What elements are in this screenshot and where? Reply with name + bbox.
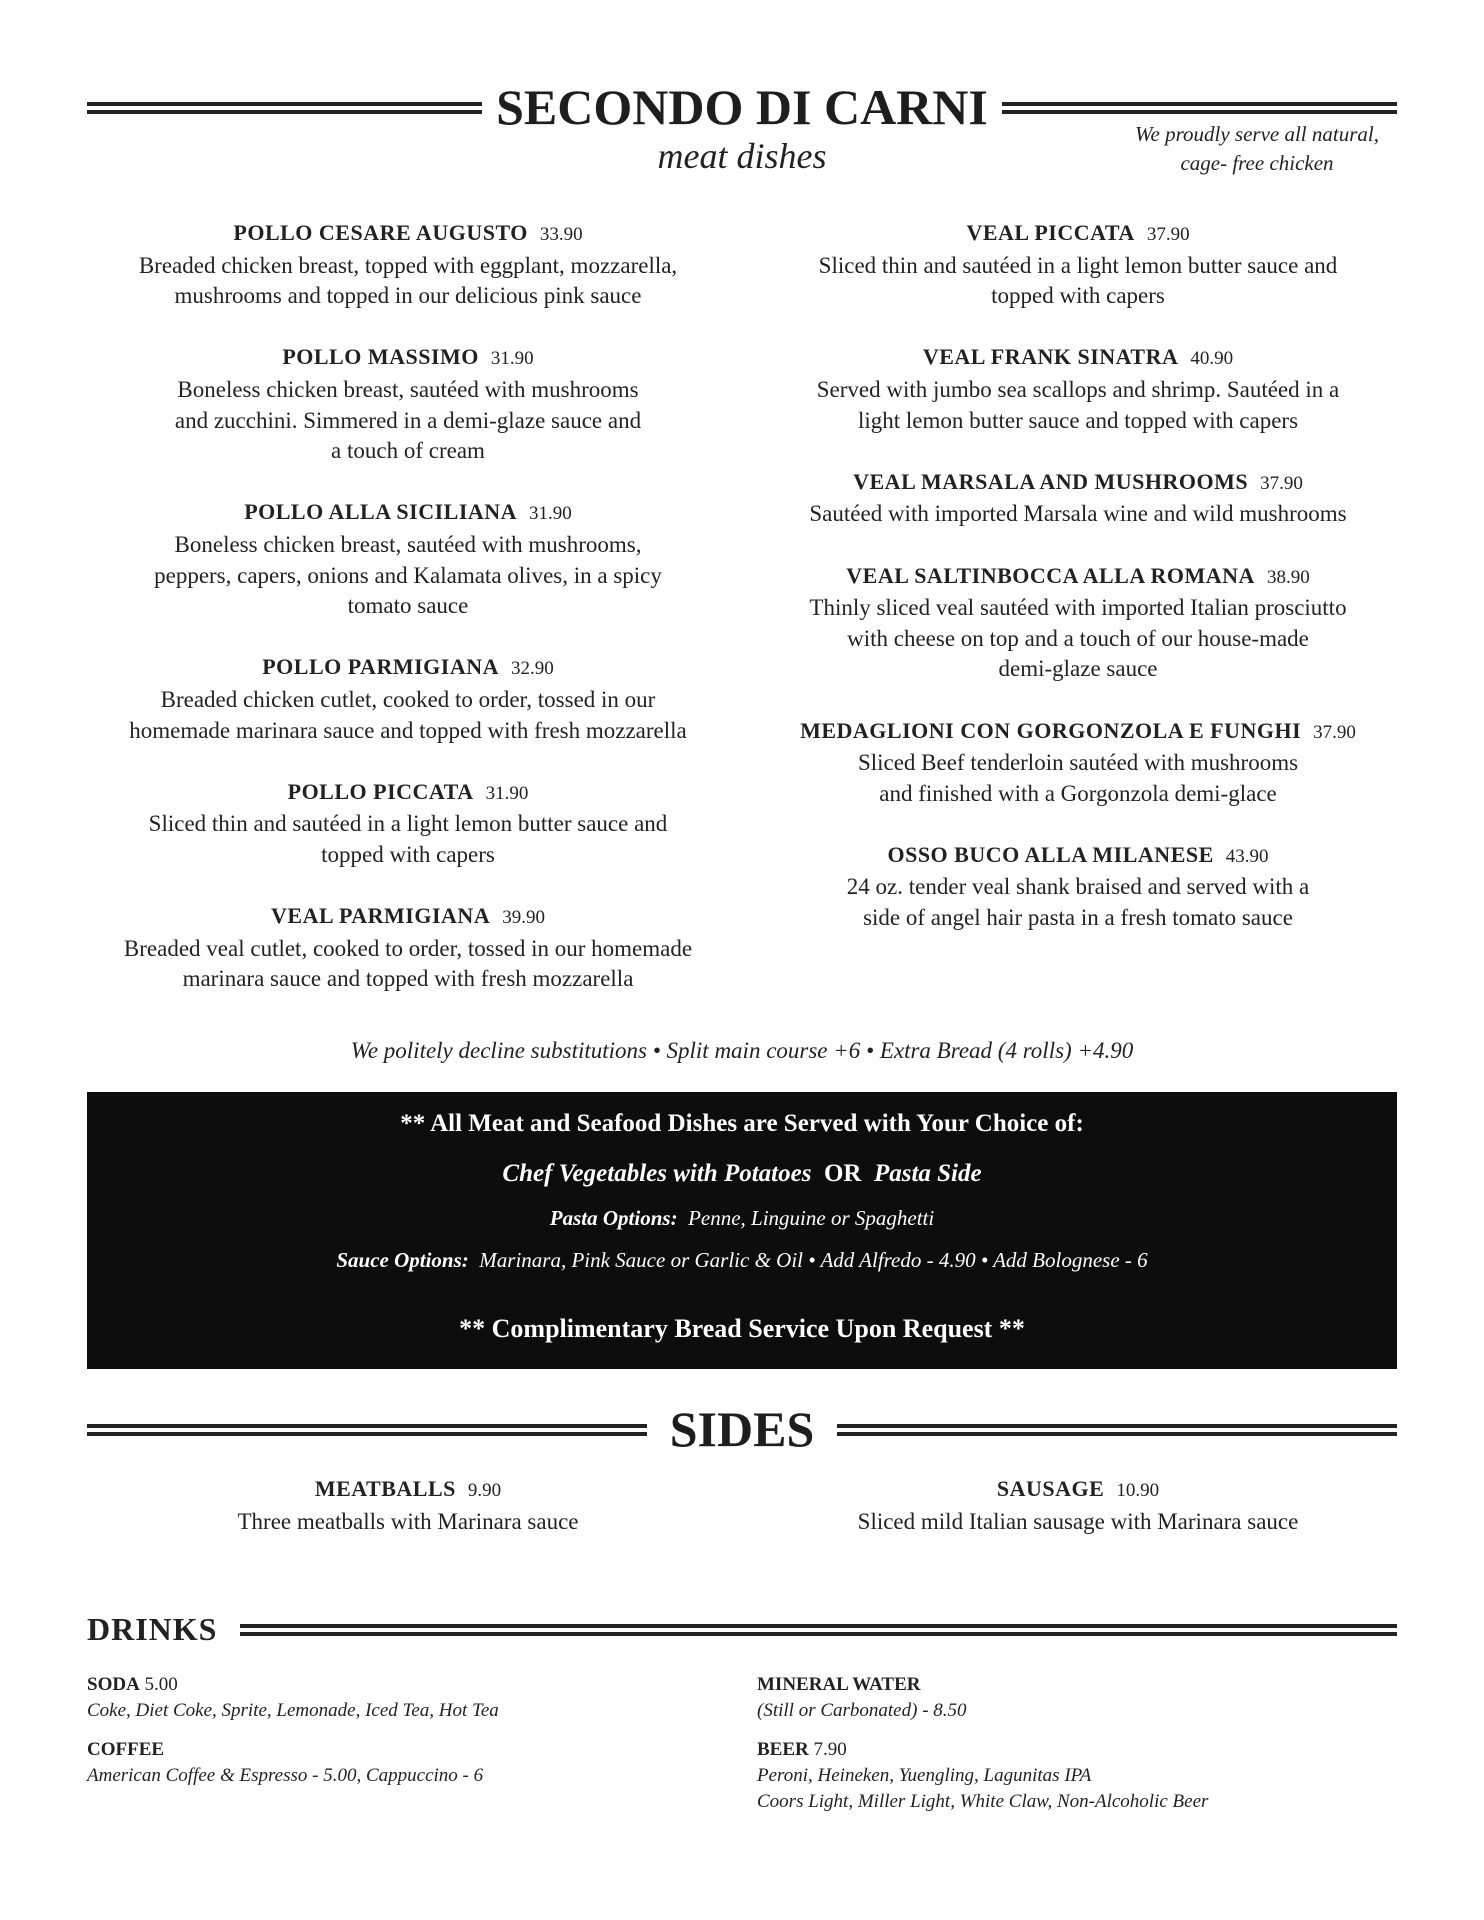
drink-header <box>87 1737 483 1763</box>
pasta-text: Penne, Linguine or Spaghetti <box>688 1206 935 1230</box>
menu-item-desc: Boneless chicken breast, sautéed with mushrooms, <box>174 531 642 557</box>
menu-item-desc: Sliced thin and sautéed in a light lemon butter sauce and <box>148 811 668 837</box>
choice-a: Chef Vegetables with Potatoes <box>502 1160 812 1187</box>
choice-or: OR <box>823 1160 862 1187</box>
menu-item <box>748 218 1408 312</box>
drink-name: SODA <box>87 1674 140 1695</box>
menu-item-price: 43.90 <box>1225 845 1269 867</box>
menu-item-desc: peppers, capers, onions and Kalamata olives, in a spicy <box>154 562 662 588</box>
drink-header <box>757 1737 1208 1763</box>
drink-desc: Coke, Diet Coke, Sprite, Lemonade, Iced Tea, Hot Tea <box>87 1700 499 1721</box>
drink-price: 7.90 <box>813 1739 847 1760</box>
menu-item-desc: side of angel hair pasta in a fresh tomato sauce <box>863 905 1293 931</box>
footnote: We politely decline substitutions • Split main course +6 • Extra Bread (4 rolls) +4.90 <box>350 1038 1134 1063</box>
menu-item-desc: marinara sauce and topped with fresh mozzarella <box>182 966 634 992</box>
menu-item <box>748 342 1408 436</box>
side-name: SAUSAGE <box>996 1476 1105 1501</box>
chicken-note-line2: cage- free chicken <box>1180 151 1334 175</box>
menu-item-price: 37.90 <box>1146 224 1190 245</box>
title-rule-right <box>1002 102 1397 114</box>
page-subtitle: meat dishes <box>657 136 827 176</box>
menu-item-desc: Served with jumbo sea scallops and shrimp. Sautéed in a <box>816 376 1340 402</box>
menu-item-desc: light lemon butter sauce and topped with capers <box>857 407 1299 433</box>
menu-item <box>78 777 738 871</box>
drink-item <box>757 1672 967 1724</box>
drink-name: COFFEE <box>87 1739 165 1760</box>
menu-item-desc: homemade marinara sauce and topped with fresh mozzarella <box>129 717 687 743</box>
menu-item-price: 31.90 <box>529 503 572 525</box>
menu-item-header <box>748 716 1408 749</box>
title-rule-left <box>87 102 482 114</box>
side-header <box>78 1474 738 1507</box>
menu-item-name: OSSO BUCO ALLA MILANESE <box>887 841 1214 867</box>
menu-item-price: 33.90 <box>539 224 583 245</box>
sauce-label: Sauce Options: <box>336 1248 469 1272</box>
drink-price: 5.00 <box>144 1674 178 1695</box>
menu-item-price: 31.90 <box>485 782 529 804</box>
menu-item-desc: topped with capers <box>321 841 495 867</box>
menu-item-desc: and zucchini. Simmered in a demi-glaze sauce and <box>174 407 642 433</box>
menu-item-desc: with cheese on top and a touch of our house-made <box>847 625 1309 651</box>
menu-item-header <box>78 652 738 685</box>
drinks-title: DRINKS <box>87 1611 218 1647</box>
chicken-note <box>1087 120 1427 178</box>
menu-item-name: VEAL SALTINBOCCA ALLA ROMANA <box>846 562 1255 588</box>
menu-item-desc: Breaded chicken cutlet, cooked to order, tossed in our <box>160 686 656 712</box>
menu-item-name: VEAL PICCATA <box>966 220 1135 245</box>
menu-item-desc: and finished with a Gorgonzola demi-glace <box>879 780 1277 806</box>
menu-item-name: POLLO MASSIMO <box>282 344 479 370</box>
pasta-options <box>87 1206 1397 1231</box>
menu-item-name: VEAL PARMIGIANA <box>271 903 491 929</box>
menu-item-header <box>78 342 738 375</box>
menu-item-price: 39.90 <box>502 907 545 929</box>
box-choices <box>87 1160 1397 1188</box>
drink-item <box>87 1672 499 1724</box>
menu-item <box>78 652 738 746</box>
side-price: 9.90 <box>467 1480 502 1501</box>
left-menu-column <box>78 218 738 1025</box>
side-sausage <box>748 1474 1408 1537</box>
menu-item-header <box>748 840 1408 873</box>
drink-item <box>757 1737 1208 1815</box>
drink-desc: Coors Light, Miller Light, White Claw, Non-Alcoholic Beer <box>757 1791 1209 1812</box>
pasta-label: Pasta Options: <box>549 1206 678 1230</box>
box-heading: ** All Meat and Seafood Dishes are Served with Your Choice of: <box>400 1110 1084 1137</box>
menu-item-header <box>748 342 1408 375</box>
drink-item <box>87 1737 483 1789</box>
menu-item <box>78 901 738 995</box>
bread-note: ** Complimentary Bread Service Upon Request ** <box>459 1314 1025 1343</box>
menu-item <box>78 342 738 466</box>
menu-item-desc: Sautéed with imported Marsala wine and wild mushrooms <box>809 501 1347 527</box>
chicken-note-line1: We proudly serve all natural, <box>1134 122 1379 146</box>
menu-item-desc: tomato sauce <box>347 593 469 619</box>
menu-item-desc: demi-glaze sauce <box>998 656 1158 682</box>
page-title: SECONDO DI CARNI <box>496 79 988 135</box>
sauce-options <box>87 1248 1397 1273</box>
drink-name: MINERAL WATER <box>757 1674 921 1695</box>
sides-rule-right <box>837 1424 1397 1436</box>
drink-header <box>87 1672 499 1698</box>
menu-item-desc: a touch of cream <box>331 438 485 464</box>
menu-item <box>748 467 1408 530</box>
menu-item-name: VEAL MARSALA AND MUSHROOMS <box>853 468 1249 494</box>
menu-item-name: MEDAGLIONI CON GORGONZOLA E FUNGHI <box>800 717 1302 743</box>
drink-desc: American Coffee & Espresso - 5.00, Cappuccino - 6 <box>87 1765 484 1786</box>
right-menu-column <box>748 218 1408 964</box>
side-header <box>748 1474 1408 1507</box>
menu-item-desc: Sliced Beef tenderloin sautéed with mushrooms <box>857 750 1299 776</box>
menu-item-name: POLLO CESARE AUGUSTO <box>233 220 528 245</box>
menu-item-header <box>78 901 738 934</box>
menu-item <box>78 218 738 312</box>
menu-item-header <box>748 561 1408 594</box>
drink-desc: (Still or Carbonated) - 8.50 <box>757 1700 967 1721</box>
menu-item <box>748 561 1408 685</box>
menu-item <box>748 716 1408 810</box>
menu-item-desc: Sliced thin and sautéed in a light lemon butter sauce and <box>818 252 1338 278</box>
menu-item-name: POLLO PARMIGIANA <box>262 654 499 680</box>
menu-item-desc: Breaded chicken breast, topped with eggplant, mozzarella, <box>138 252 678 278</box>
menu-item-header <box>748 218 1408 251</box>
menu-item-price: 37.90 <box>1260 472 1303 494</box>
menu-item-name: VEAL FRANK SINATRA <box>922 344 1179 370</box>
menu-item <box>78 497 738 621</box>
menu-item-desc: 24 oz. tender veal shank braised and served with a <box>846 874 1310 900</box>
drink-desc: Peroni, Heineken, Yuengling, Lagunitas IPA <box>757 1765 1092 1786</box>
menu-item-price: 38.90 <box>1266 566 1310 588</box>
menu-item-desc: mushrooms and topped in our delicious pink sauce <box>174 283 642 309</box>
side-meatballs <box>78 1474 738 1537</box>
choice-b: Pasta Side <box>873 1160 982 1187</box>
menu-item-name: POLLO ALLA SICILIANA <box>244 499 518 525</box>
menu-item-desc: topped with capers <box>991 283 1165 309</box>
side-desc: Three meatballs with Marinara sauce <box>237 1508 579 1534</box>
menu-item-desc: Breaded veal cutlet, cooked to order, tossed in our homemade <box>123 935 693 961</box>
sides-rule-left <box>87 1424 647 1436</box>
sides-title: SIDES <box>669 1401 815 1457</box>
menu-item-price: 31.90 <box>490 348 534 370</box>
menu-item-header <box>78 218 738 251</box>
menu-item-price: 37.90 <box>1313 721 1356 743</box>
menu-item-name: POLLO PICCATA <box>287 778 474 804</box>
menu-item <box>748 840 1408 934</box>
menu-item-desc: Thinly sliced veal sautéed with imported Italian prosciutto <box>809 595 1347 621</box>
drink-header <box>757 1672 967 1698</box>
sauce-text: Marinara, Pink Sauce or Garlic & Oil • Add Alfredo - 4.90 • Add Bolognese - 6 <box>479 1248 1148 1272</box>
menu-item-header <box>748 467 1408 500</box>
side-price: 10.90 <box>1116 1480 1160 1501</box>
drink-name: BEER <box>757 1739 809 1760</box>
menu-item-price: 32.90 <box>511 658 554 680</box>
menu-item-price: 40.90 <box>1190 348 1234 370</box>
served-with-box <box>87 1092 1397 1369</box>
side-desc: Sliced mild Italian sausage with Marinara sauce <box>857 1508 1299 1534</box>
drinks-rule <box>240 1624 1397 1636</box>
menu-item-header <box>78 497 738 530</box>
side-name: MEATBALLS <box>314 1476 456 1501</box>
menu-item-desc: Boneless chicken breast, sautéed with mushrooms <box>177 376 639 402</box>
menu-item-header <box>78 777 738 810</box>
